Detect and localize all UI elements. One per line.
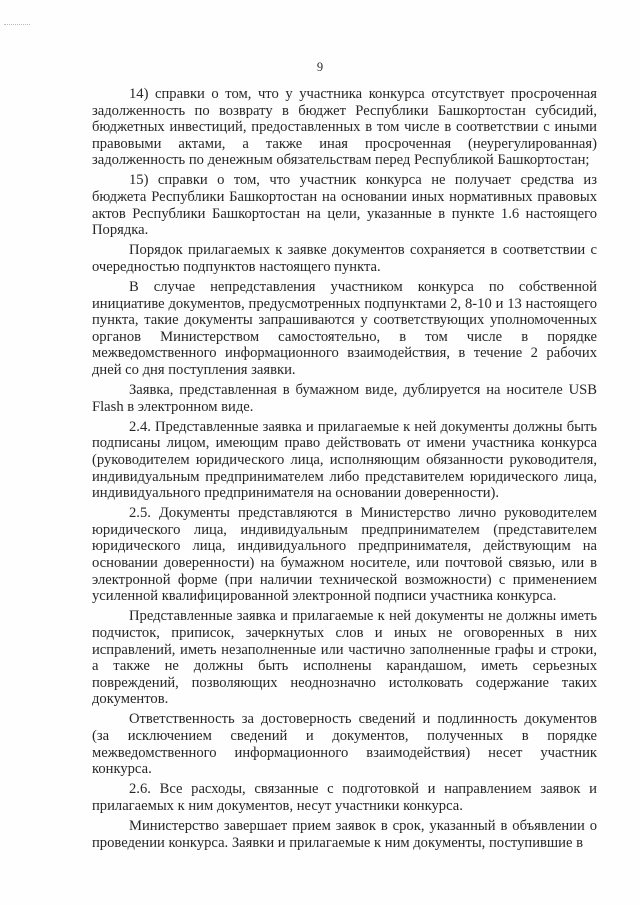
scan-artifact: [4, 24, 30, 27]
paragraph-2-5: 2.5. Документы представляются в Министерство лично руководителем юридического лица, индивидуальным предпринимателем (представителем юридического лица, индивидуального предпринимателя, действующим на основании доверенности) на бумажном носителе, или почтовой связью, или в электронной форме (при наличии технической возможности) с применением усиленной квалифицированной электронной подписи участника конкурса.: [92, 505, 597, 605]
paragraph-2-6: 2.6. Все расходы, связанные с подготовкой и направлением заявок и прилагаемых к ним документов, несут участники конкурса.: [92, 781, 597, 814]
paragraph-item-15: 15) справки о том, что участник конкурса не получает средства из бюджета Республики Башкортостан на основании иных нормативных правовых актов Республики Башкортостан на цели, указанные в пункте 1.6 настоящего Порядка.: [92, 172, 597, 239]
paragraph-2-4: 2.4. Представленные заявка и прилагаемые к ней документы должны быть подписаны лицом, имеющим право действовать от имени участника конкурса (руководителем юридического лица, исполняющим обязанности руководителя, индивидуальным предпринимателем либо представителем юридического лица, индивидуального предпринимателя на основании доверенности).: [92, 418, 597, 502]
paragraph-requirements: Представленные заявка и прилагаемые к ней документы не должны иметь подчисток, приписок, зачеркнутых слов и иных не оговоренных в них исправлений, иметь незаполненные или частично заполненные графы и строки, а также не должны быть исполнены карандашом, иметь серьезных повреждений, позволяющих неоднозначно истолковать содержание таких документов.: [92, 608, 597, 708]
paragraph-closing: Министерство завершает прием заявок в срок, указанный в объявлении о проведении конкурса. Заявки и прилагаемые к ним документы, поступившие в: [92, 817, 597, 851]
paragraph-responsibility: Ответственность за достоверность сведений и подлинность документов (за исключением сведений и документов, полученных в порядке межведомственного информационного взаимодействия) несет участник конкурса.: [92, 711, 597, 778]
document-body: [92, 86, 597, 855]
paragraph-item-14: 14) справки о том, что у участника конкурса отсутствует просроченная задолженность по возврату в бюджет Республики Башкортостан субсидий, бюджетных инвестиций, предоставленных в том числе в соответствии с иными правовыми актами, а также иная просроченная (неурегулированная) задолженность по денежным обязательствам перед Республикой Башкортостан;: [92, 86, 597, 169]
paragraph-usb-flash: Заявка, представленная в бумажном виде, дублируется на носителе USB Flash в электронном виде.: [92, 382, 597, 415]
paragraph-documents-order: Порядок прилагаемых к заявке документов сохраняется в соответствии с очередностью подпунктов настоящего пункта.: [92, 242, 597, 275]
paragraph-non-submission: В случае непредставления участником конкурса по собственной инициативе документов, предусмотренных подпунктами 2, 8-10 и 13 настоящего пункта, такие документы запрашиваются у соответствующих уполномоченных органов Министерством самостоятельно, в том числе в порядке межведомственного информационного взаимодействия, в течение 2 рабочих дней со дня поступления заявки.: [92, 279, 597, 378]
page-number: 9: [316, 60, 324, 74]
